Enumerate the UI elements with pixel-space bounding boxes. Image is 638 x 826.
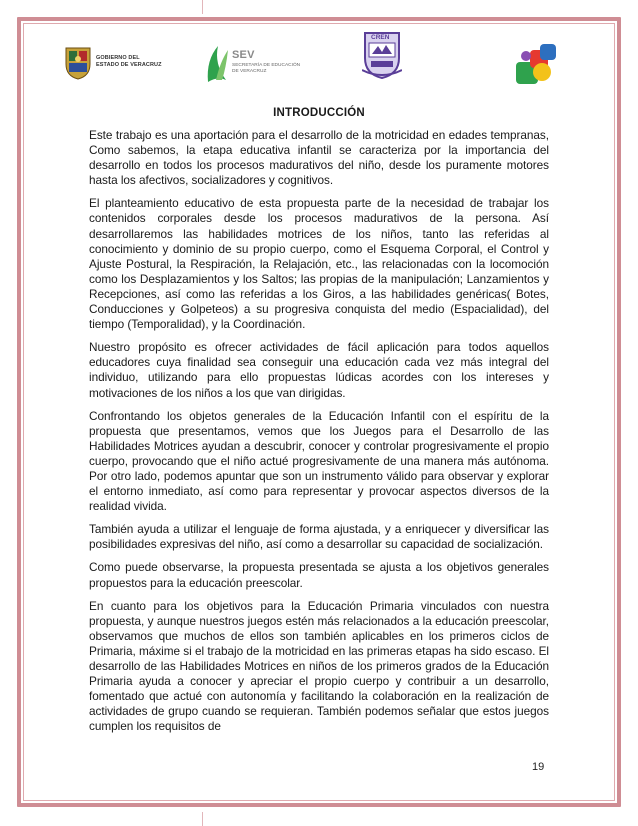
paragraph-5: También ayuda a utilizar el lenguaje de forma ajustada, y a enriquecer y diversificar las posibilidades expresivas del niño, así como a desarrollar su capacidad de socialización. <box>89 522 549 552</box>
sev-text-line1: SECRETARÍA DE EDUCACIÓN <box>232 63 301 68</box>
page-number: 19 <box>532 761 545 773</box>
sev-abbr: SEV <box>232 49 255 61</box>
veracruz-text-line1: GOBIERNO DEL <box>96 55 140 61</box>
paragraph-6: Como puede observarse, la propuesta presentada se ajusta a los objetivos generales propuestos para la educación preescolar. <box>89 560 549 590</box>
puzzle-logo-icon <box>512 42 560 86</box>
logo-gobierno-veracruz <box>64 46 204 80</box>
page-crop-mark-bottom <box>202 812 203 826</box>
cren-label: CREN <box>371 34 390 41</box>
paragraph-2: El planteamiento educativo de esta propuesta parte de la necesidad de trabajar los contenidos corporales desde los procesos madurativos de la persona. Así desarrollaremos las habilidades motrices de los niños, tanto las referidas al conocimiento y dominio de su propio cuerpo, como el Esquema Corporal, el Control y Ajuste Postural, la Respiración, la Relajación, etc., las relacionadas con la locomoción como los Desplazamientos y los Saltos; las propias de la manipulación; Lanzamientos y Recepciones, así como las referidas a los Giros, a las habilidades genéricas( Botes, Conducciones y Golpeteos) a su progresiva conquista del medio (Espacialidad), del tiempo (Temporalidad), y la Coordinación. <box>89 196 549 332</box>
paragraph-1: Este trabajo es una aportación para el desarrollo de la motricidad en edades tempranas, Como sabemos, la etapa educativa infantil se caracteriza por la importancia del desarrollo en todos los procesos madurativos del niño, desde los puramente motores hasta los afectivos, socializadores y cognitivos. <box>89 128 549 188</box>
page-crop-mark-top <box>202 0 203 14</box>
logo-puzzle <box>512 42 560 86</box>
veracruz-shield-icon <box>64 46 92 80</box>
sev-text-line2: DE VERACRUZ <box>232 68 267 74</box>
paragraph-7: En cuanto para los objetivos para la Educación Primaria vinculados con nuestra propuesta, y aunque nuestros juegos estén más relacionados a la educación preescolar, observamos que muchos de ellos son también aplicables en los primeros ciclos de Primaria, máxime si el trabajo de la motricidad en las primeras etapas ha sido escaso. El desarrollo de las Habilidades Motrices en niños de los primeros grados de la Educación Primaria ayuda a conocer y apreciar el propio cuerpo y contribuir a un desarrollo, fomentado que actué con autonomía y facilitando la colaboración en la realización de actividades de grupo cuando se requieran. También podemos señalar que estos juegos cumplen los requisitos de <box>89 598 549 734</box>
paragraph-4: Confrontando los objetos generales de la Educación Infantil con el espíritu de la propuesta que presentamos, vemos que los Juegos para el Desarrollo de las Habilidades Motrices ayudan a descubrir, conocer y controlar progresivamente el propio cuerpo, provocando que el niño actué progresivamente de una manera más autónoma. Por otro lado, podemos apuntar que son un instrumento válido para observar y explorar el entorno inmediato, así como para representar y provocar aspectos diversos de la realidad vivida. <box>89 408 549 514</box>
header-logos <box>48 30 592 92</box>
sev-leaf-icon <box>204 40 230 84</box>
document-body <box>89 128 549 742</box>
logo-sev <box>204 40 324 84</box>
paragraph-3: Nuestro propósito es ofrecer actividades de fácil aplicación para todos aquellos educadores cuya finalidad sea conseguir una educación cada vez más integral del individuo, utilizando para ello propuestas lúdicas acordes con los intereses y motivaciones de los niños a los que van dirigidas. <box>89 340 549 400</box>
veracruz-text-line2: ESTADO DE VERACRUZ <box>96 61 162 68</box>
logo-cren <box>362 30 402 80</box>
page-title: INTRODUCCIÓN <box>273 107 365 119</box>
